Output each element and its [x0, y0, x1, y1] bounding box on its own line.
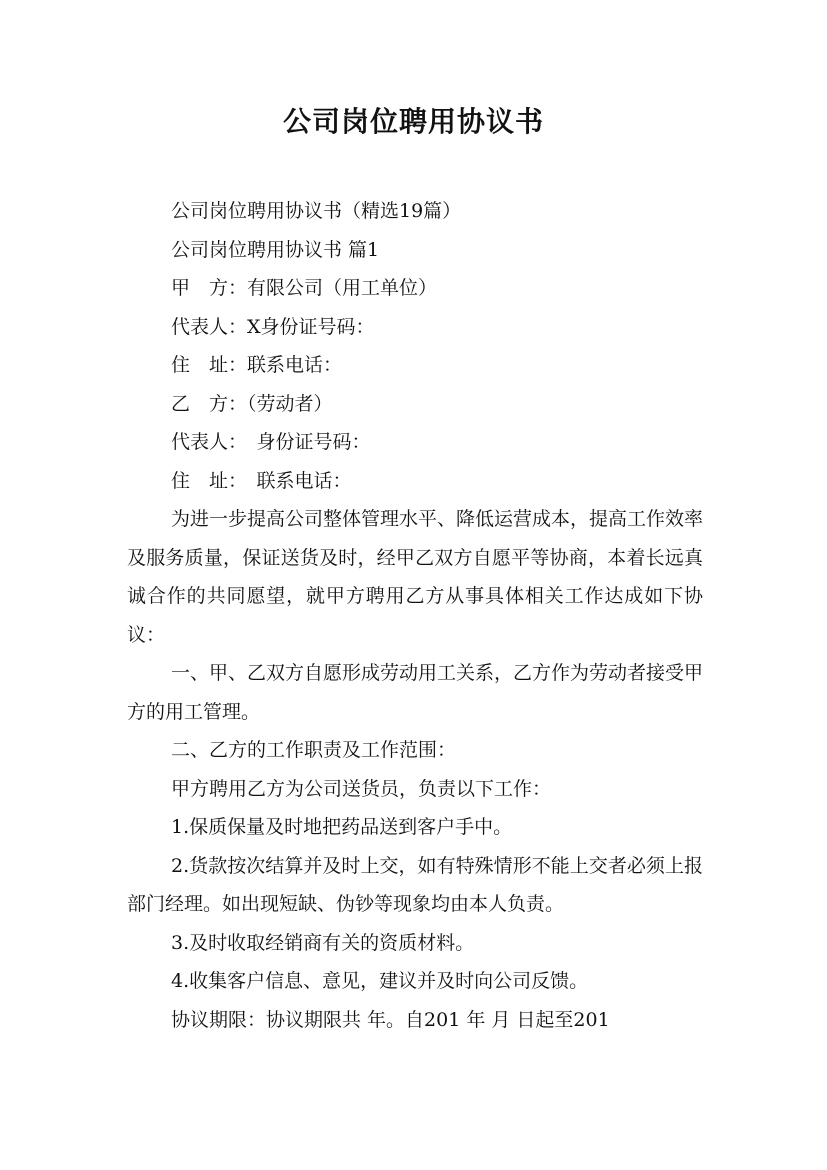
- intro-paragraph: 为进一步提高公司整体管理水平、降低运营成本，提高工作效率及服务质量，保证送货及时，经甲乙双方自愿平等协商，本着长远真诚合作的共同愿望，就甲方聘用乙方从事具体相关工作达成如下协议：: [127, 508, 704, 646]
- duty-item-2: 2.货款按次结算并及时上交，如有特殊情形不能上交者必须上报部门经理。如出现短缺、伪钞等现象均由本人负责。: [127, 854, 703, 915]
- clause-one-paragraph: 一、甲、乙双方自愿形成劳动用工关系，乙方作为劳动者接受甲方的用工管理。: [127, 662, 704, 723]
- subtitle-line: 公司岗位聘用协议书（精选19篇）: [171, 200, 462, 222]
- party-a-address-line: 住 址：联系电话：: [171, 354, 343, 376]
- party-a-representative-line: 代表人：X身份证号码：: [171, 315, 375, 338]
- party-b-address-line: 住 址： 联系电话：: [171, 469, 352, 492]
- duty-item-1: 1.保质保量及时地把药品送到客户手中。: [171, 816, 513, 838]
- duty-intro-line: 甲方聘用乙方为公司送货员，负责以下工作：: [171, 777, 552, 800]
- term-line: 协议期限：协议期限共 年。自201 年 月 日起至201: [171, 1008, 610, 1031]
- party-b-representative-line: 代表人： 身份证号码：: [171, 431, 371, 453]
- party-b-line: 乙 方：（劳动者）: [171, 392, 333, 415]
- duty-item-4: 4.收集客户信息、意见，建议并及时向公司反馈。: [171, 970, 589, 992]
- duty-item-3: 3.及时收取经销商有关的资质材料。: [171, 931, 475, 954]
- party-a-line: 甲 方：有限公司（用工单位）: [171, 277, 438, 299]
- clause-two-heading: 二、乙方的工作职责及工作范围：: [171, 739, 457, 761]
- section-heading: 公司岗位聘用协议书 篇1: [171, 238, 380, 261]
- document-title: 公司岗位聘用协议书: [282, 105, 544, 138]
- document-body: [127, 192, 703, 1039]
